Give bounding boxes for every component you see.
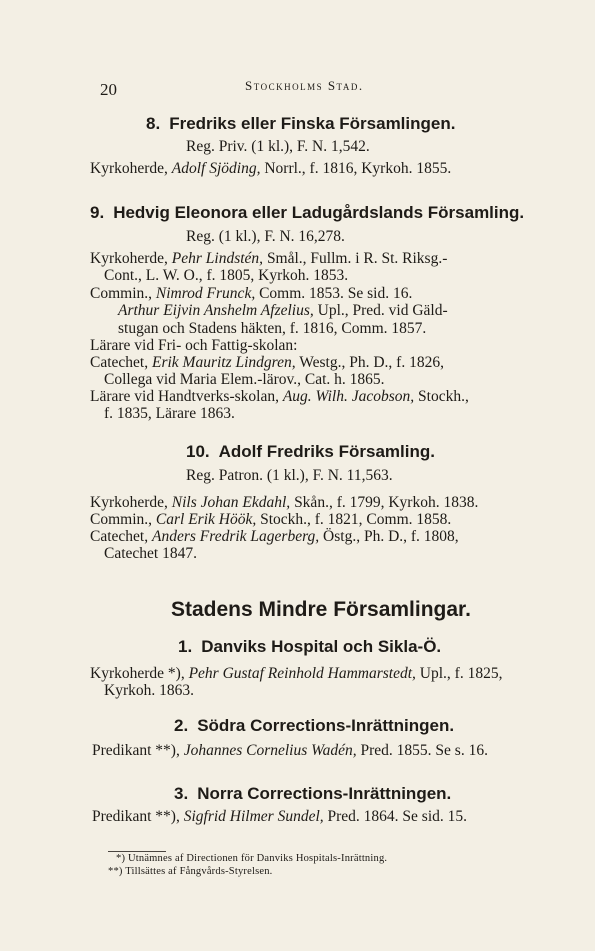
s9-catechet: Catechet, Erik Mauritz Lindgren, Westg., Ph. D., f. 1826, [90,354,444,371]
footnote-1: *) Utnämnes af Directionen för Danviks Hospitals-Inrättning. [116,853,388,864]
section-10-heading: 10. Adolf Fredriks Församling. [186,442,435,461]
s9-line-11: f. 1835, Lärare 1863. [104,405,235,422]
m1-line-2: Kyrkoh. 1863. [104,682,194,699]
s10-kyrkoherde: Kyrkoherde, Nils Johan Ekdahl, Skån., f. 1799, Kyrkoh. 1838. [90,494,479,511]
m3-heading: 3. Norra Corrections-Inrättningen. [174,784,452,803]
s9-line-5: Arthur Eijvin Anshelm Afzelius, Upl., Pred. vid Gäld- [118,302,448,319]
running-head: Stockholms Stad. [245,78,364,93]
m2-predikant: Predikant **), Johannes Cornelius Wadén, Pred. 1855. Se s. 16. [92,742,488,759]
section-9-heading: 9. Hedvig Eleonora eller Ladugårdslands Församling. [90,203,525,222]
s8-kyrkoherde: Kyrkoherde, Adolf Sjöding, Norrl., f. 1816, Kyrkoh. 1855. [90,160,452,177]
m1-kyrkoherde: Kyrkoherde *), Pehr Gustaf Reinhold Hammarstedt, Upl., f. 1825, [90,665,503,682]
footnote-rule [108,851,166,852]
s9-line-9: Collega vid Maria Elem.-lärov., Cat. h. 1865. [104,371,385,388]
s9-line-3: Cont., L. W. O., f. 1805, Kyrkoh. 1853. [104,267,349,284]
s9-register: Reg. (1 kl.), F. N. 16,278. [186,228,345,245]
s9-line-6: stugan och Stadens häkten, f. 1816, Comm. 1857. [118,320,427,337]
section-8-heading: 8. Fredriks eller Finska Församlingen. [146,114,456,133]
s9-larare: Lärare vid Handtverks-skolan, Aug. Wilh. Jacobson, Stockh., [90,388,469,405]
m3-predikant: Predikant **), Sigfrid Hilmer Sundel, Pred. 1864. Se sid. 15. [92,808,468,825]
s10-commin: Commin., Carl Erik Höök, Stockh., f. 1821, Comm. 1858. [90,511,452,528]
s10-register: Reg. Patron. (1 kl.), F. N. 11,563. [186,467,393,484]
m2-heading: 2. Södra Corrections-Inrättningen. [174,716,455,735]
s9-commin: Commin., Nimrod Frunck, Comm. 1853. Se sid. 16. [90,285,413,302]
s10-catechet: Catechet, Anders Fredrik Lagerberg, Östg., Ph. D., f. 1808, [90,528,459,545]
footnote-2: **) Tillsättes af Fångvårds-Styrelsen. [108,866,273,877]
m1-heading: 1. Danviks Hospital och Sikla-Ö. [178,637,442,656]
page-number: 20 [100,80,117,99]
s9-line-7: Lärare vid Fri- och Fattig-skolan: [90,337,298,354]
s10-line-5: Catechet 1847. [104,545,197,562]
s8-register: Reg. Priv. (1 kl.), F. N. 1,542. [186,138,370,155]
s9-kyrkoherde: Kyrkoherde, Pehr Lindstén, Smål., Fullm. i R. St. Riksg.- [90,250,448,267]
mindre-heading: Stadens Mindre Församlingar. [171,598,471,621]
